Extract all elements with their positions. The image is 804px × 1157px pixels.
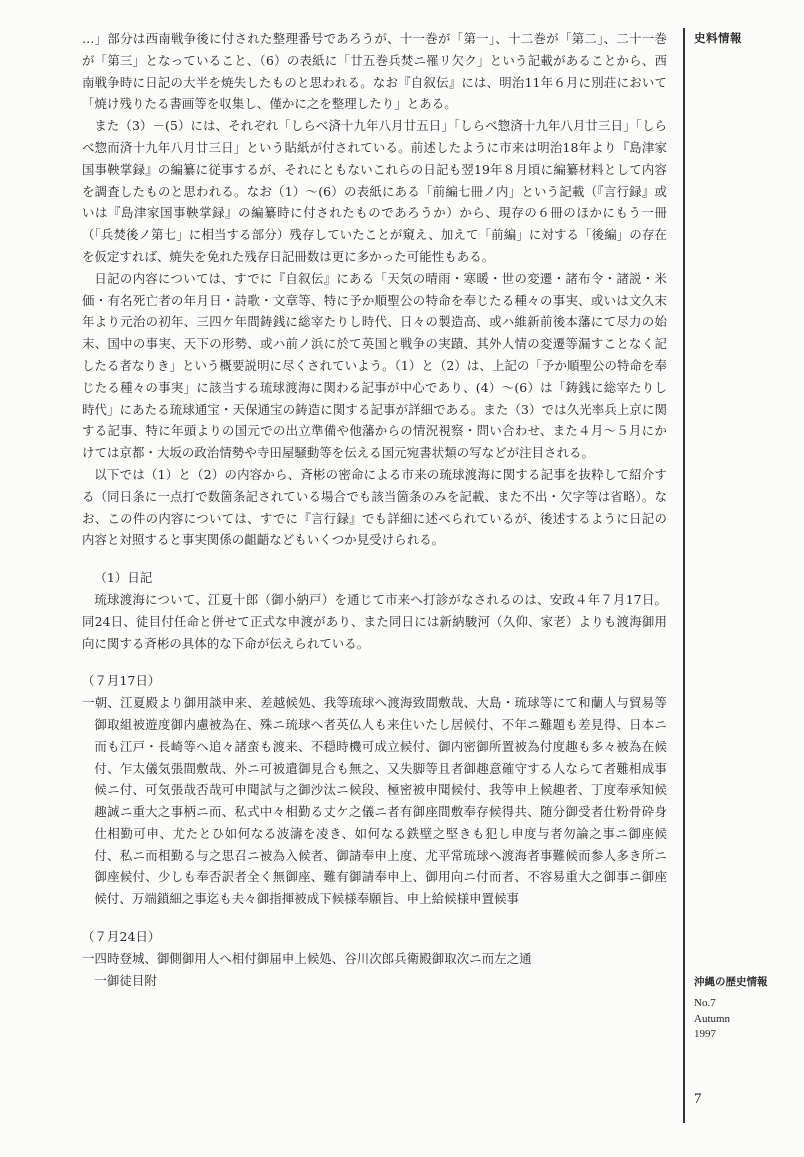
vertical-rule [683,28,685,1123]
issue-info [694,996,730,1043]
issue-number: No.7 [694,997,716,1009]
article-body [82,28,667,991]
journal-title: 沖縄の歴史情報 [694,976,768,988]
section-heading: （1）日記 [94,570,153,586]
paragraph: また（3）－(5）には、それぞれ「しらべ済十九年八月廿五日」「しらべ惣済十九年八月廿三日」「しらべ惣而済十九年八月廿三日」という貼紙が付されている。前述したように市来は明治18年より『島津家国事鞅掌録』の編纂に従事するが、それにともないこれらの日記も翌19年８月頃に編纂材料として内容を調査したものと思われる。なお（1）～(6）の表紙にある「前編七冊ノ内」という記載（『言行録』或いは『島津家国事鞅掌録』の編纂時に付されたものであろうか）から、現存の６冊のほかにもう一冊（「兵焚後ノ第七」に相当する部分）残存していたことが窺え、加えて「前編」に対する「後編」の存在を仮定すれば、焼失を免れた残存日記冊数は更に多かった可能性もある。 [82,118,667,264]
page-number: 7 [694,1091,702,1107]
entry-text: 一朝、江夏殿より御用談申来、差越候処、我等琉球へ渡海致間敷哉、大島・琉球等にて和蘭人与貿易等御取組被遊度御内慮被為在、殊ニ琉球へ者英仏人も来住いたし居候付、不年ニ難題も差見得、日本ニ而も江戸・長崎等へ追々諸蛮も渡来、不穏時機可成立候付、御内密御所置被為付度趣も多々被為在候付、乍太儀気張間敷哉、外ニ可被遣御見合も無之、又失脚等且者御趣意確守する人ならて者難相成事候ニ付、可気張哉否哉可申聞試与之御沙汰ニ候段、極密被申聞候付、我等申上候趣者、丁度奉承知候趣誠ニ重大之事柄ニ而、私式中々相勤る丈ケ之儀ニ者有御座間敷奉存候得共、随分御受者仕粉骨砕身仕相勤可申、尤たとひ如何なる波濤を凌き、如何なる鉄壁之堅きも犯し申度与者勿論之事ニ御座候付、私ニ而相勤る与之思召ニ被為入候者、御請奉申上度、尤平常琉球へ渡海者事難候而参人多き所ニ御座候付、少しも奉否訳者全く無御座、難有御請奉申上、御用向ニ付而者、不容易重大之御事ニ御座候付、万端鎖細之事迄も夫々御指揮被成下候様奉願旨、申上給候様申置候事 [82,695,667,907]
entry-date: （７月17日） [82,673,161,689]
entry-subitem: 一御徒目附 [94,972,157,988]
entry-text: 一四時登城、御側御用人へ相付御届申上候処、谷川次郎兵衛殿御取次ニ而左之通 [82,950,532,966]
section-intro: 琉球渡海について、江夏十郎（御小納戸）を通じて市来へ打診がなされるのは、安政４年７月17日。同24日、徒目付任命と併せて正式な申渡があり、また同日には新納駿河（久仰、家老）よりも渡海御用向に関する斉彬の具体的な下命が伝えられている。 [82,591,667,651]
section-title: 史料情報 [694,31,742,45]
entry-date: （７月24日） [82,929,161,945]
paragraph: 以下では（1）と（2）の内容から、斉彬の密命による市来の琉球渡海に関する記事を抜粋して紹介する（同日条に一点打で数箇条記されている場合でも該当箇条のみを記載、また不出・欠字等は省略）。なお、この件の内容については、すでに『言行録』でも詳細に述べられているが、後述するように日記の内容と対照すると事実関係の齟齬などもいくつか見受けられる。 [82,466,667,548]
paragraph: …」部分は西南戦争後に付された整理番号であろうが、十一巻が「第一」、十二巻が「第二」、二十一巻が「第三」となっていること、（6）の表紙に「廿五巻兵焚ニ罹リ欠ク」という記載があることから、西南戦争時に日記の大半を焼失したものと思われる。なお『自叙伝』には、明治11年６月に別荘において「焼け残りたる書画等を収集し、僅かに之を整理したり」とある。 [82,31,667,112]
issue-year: 1997 [694,1028,716,1040]
issue-season: Autumn [694,1012,731,1025]
paragraph: 日記の内容については、すでに『自叙伝』にある「天気の晴雨・寒暖・世の変遷・諸布令・諸説・米価・有名死亡者の年月日・詩歌・文章等、特に予か順聖公の特命を奉じたる種々の事実、或いは文久末年より元治の初年、三四ケ年間鋳銭に総宰たりし時代、日々の製造高、或ハ維新前後本藩にて尽力の始末、国中の事実、天下の形勢、或ハ前ノ浜に於て英国と戦争の実蹟、其外人情の変遷等漏すことなく記したる者なりき」という概要説明に尽くされていよう。（1）と（2）は、上記の「予か順聖公の特命を奉じたる種々の事実」に該当する琉球渡海に関わる記事が中心であり、(4）～(6）は「鋳銭に総宰たりし時代」にあたる琉球通宝・天保通宝の鋳造に関する記事が詳細である。また（3）では久光率兵上京に関する記事、特に年頭よりの国元での出立準備や他藩からの情況視察・問い合わせ、また４月～５月にかけては京都・大坂の政治情勢や寺田屋騒動等を伝える国元宛書状類の写などが注目される。 [82,270,667,461]
